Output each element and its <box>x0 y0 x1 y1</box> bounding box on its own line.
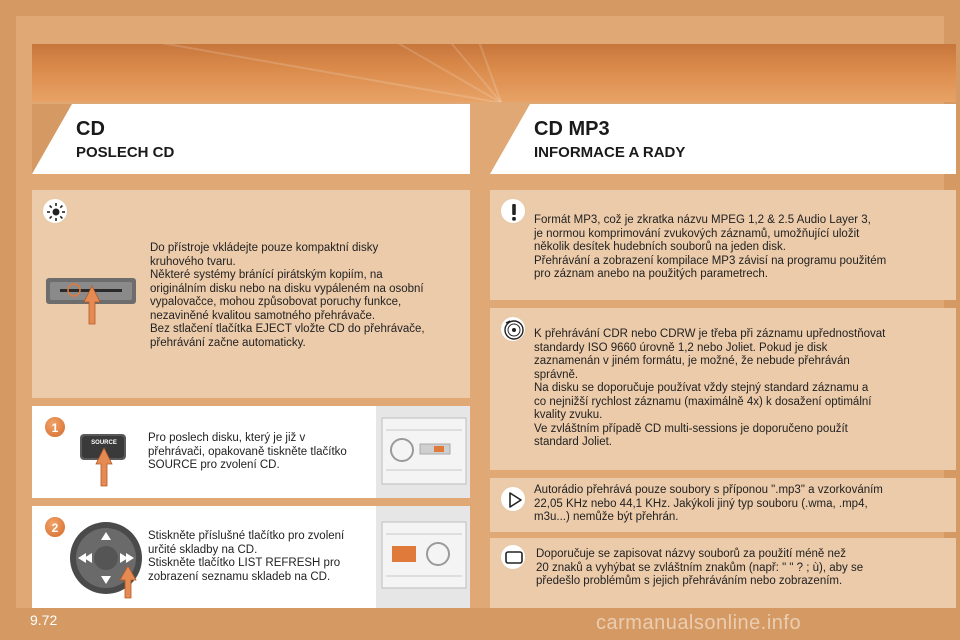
disc-icon-badge <box>500 316 526 342</box>
info-line: je normou komprimování zvukových záznamů, umožňující uložit <box>534 227 860 240</box>
info-line: zaznamenán v jiném formátu, je možné, že nebude přehráván <box>534 355 850 367</box>
info-line: vypalovačce, mohou způsobovat poruchy funkce, <box>150 296 402 308</box>
play-icon-badge <box>500 486 526 512</box>
left-section-title: CD <box>76 118 105 140</box>
sun-icon-badge <box>42 198 68 224</box>
info-line: standard Joliet. <box>534 436 612 448</box>
source-button-label: SOURCE <box>91 440 117 446</box>
info-line: Autorádio přehrává pouze soubory s příponou ".mp3" a vzorkováním <box>534 484 883 496</box>
info-line: pro záznam anebo na použitých parametrech. <box>534 268 768 280</box>
display-icon-badge <box>500 544 526 570</box>
step-2-text <box>148 530 378 584</box>
step-line: SOURCE pro zvolení CD. <box>148 459 280 471</box>
cd-slot-illustration <box>44 272 140 328</box>
step-line: Pro poslech disku, který je již v <box>148 432 306 444</box>
left-section-header <box>32 104 470 174</box>
info-line: přehrávání začne automaticky. <box>150 336 306 349</box>
cd-info-text <box>150 242 466 350</box>
info-line: co nejnižší rychlost záznamu (maximálně 4x) k dosažení optimální <box>534 395 872 408</box>
info-line: Doporučuje se zapisovat názvy souborů za použití méně než <box>536 548 847 560</box>
step-2-panel <box>32 506 470 608</box>
right-section-header <box>490 104 956 174</box>
step-1-text <box>148 432 378 473</box>
disc-icon <box>501 317 527 343</box>
info-line: Bez stlačení tlačítka EJECT vložte CD do přehrávače, <box>150 323 425 335</box>
source-button-illustration <box>78 428 130 490</box>
info-line: Ve zvláštním případě CD multi-sessions je doporučeno použít <box>534 422 848 435</box>
play-icon <box>501 487 527 513</box>
left-section-subtitle: POSLECH CD <box>76 144 175 161</box>
info-line: nezaviněné kvalitou samotného přehrávače. <box>150 309 376 322</box>
cdr-standards-text <box>534 328 954 450</box>
file-names-panel <box>490 538 956 608</box>
cdr-standards-panel <box>490 308 956 470</box>
right-section-title: CD MP3 <box>534 118 610 140</box>
radio-panel-illustration <box>376 406 470 498</box>
watermark: carmanualsonline.info <box>596 612 802 634</box>
warning-icon-badge <box>500 198 526 224</box>
info-line: 20 znaků a vyhýbat se zvláštním znakům (např: " " ? ; ù), aby se <box>536 561 864 574</box>
step-line: Stiskněte tlačítko LIST REFRESH pro <box>148 557 341 569</box>
info-line: několik desítek hudebních souborů na jeden disk. <box>534 241 786 253</box>
right-section-subtitle: INFORMACE A RADY <box>534 144 686 161</box>
info-line: Formát MP3, což je zkratka názvu MPEG 1,2 & 2.5 Audio Layer 3, <box>534 214 871 226</box>
info-line: K přehrávání CDR nebo CDRW je třeba při záznamu upřednostňovat <box>534 328 886 340</box>
info-line: Některé systémy bránící pirátským kopiím, na <box>150 269 383 281</box>
step-line: Stiskněte příslušné tlačítko pro zvolení <box>148 530 345 542</box>
header-banner <box>32 44 956 102</box>
info-line: 22,05 KHz nebo 44,1 KHz. Jakýkoli jiný typ souboru (.wma, .mp4, <box>534 497 868 510</box>
info-line: Přehrávání a zobrazení kompilace MP3 závisí na programu použitém <box>534 254 887 267</box>
page-number: 9.72 <box>30 612 58 628</box>
step-line: přehrávači, opakovaně tiskněte tlačítko <box>148 445 347 458</box>
display-icon <box>501 545 527 571</box>
sun-icon <box>43 199 69 225</box>
file-names-text <box>536 548 954 589</box>
step-2-badge: 2 <box>44 516 66 538</box>
file-types-text <box>534 484 954 525</box>
cd-info-panel <box>32 190 470 398</box>
info-line: předešlo problémům s jejich přehráváním nebo zobrazením. <box>536 575 843 587</box>
info-line: kvality zvuku. <box>534 409 603 421</box>
info-line: m3u...) nemůže být přehrán. <box>534 511 679 523</box>
step-1-panel <box>32 406 470 498</box>
info-line: kruhového tvaru. <box>150 255 236 268</box>
info-line: Na disku se doporučuje používat vždy stejný standard záznamu a <box>534 382 869 394</box>
info-line: standardy ISO 9660 úrovně 1,2 nebo Joliet. Pokud je disk <box>534 341 828 354</box>
radio-panel-illustration-2 <box>376 506 470 608</box>
info-line: Do přístroje vkládejte pouze kompaktní disky <box>150 242 379 254</box>
info-line: správně. <box>534 368 579 381</box>
step-1-badge: 1 <box>44 416 66 438</box>
step-line: určité skladby na CD. <box>148 543 258 556</box>
step-line: zobrazení seznamu skladeb na CD. <box>148 570 331 583</box>
exclamation-icon <box>501 199 527 225</box>
mp3-format-text <box>534 214 954 282</box>
info-line: originálním disku nebo na disku vypáleném na osobní <box>150 282 424 295</box>
mp3-format-panel <box>490 190 956 300</box>
file-types-panel <box>490 478 956 532</box>
navigation-pad-illustration <box>66 518 148 600</box>
